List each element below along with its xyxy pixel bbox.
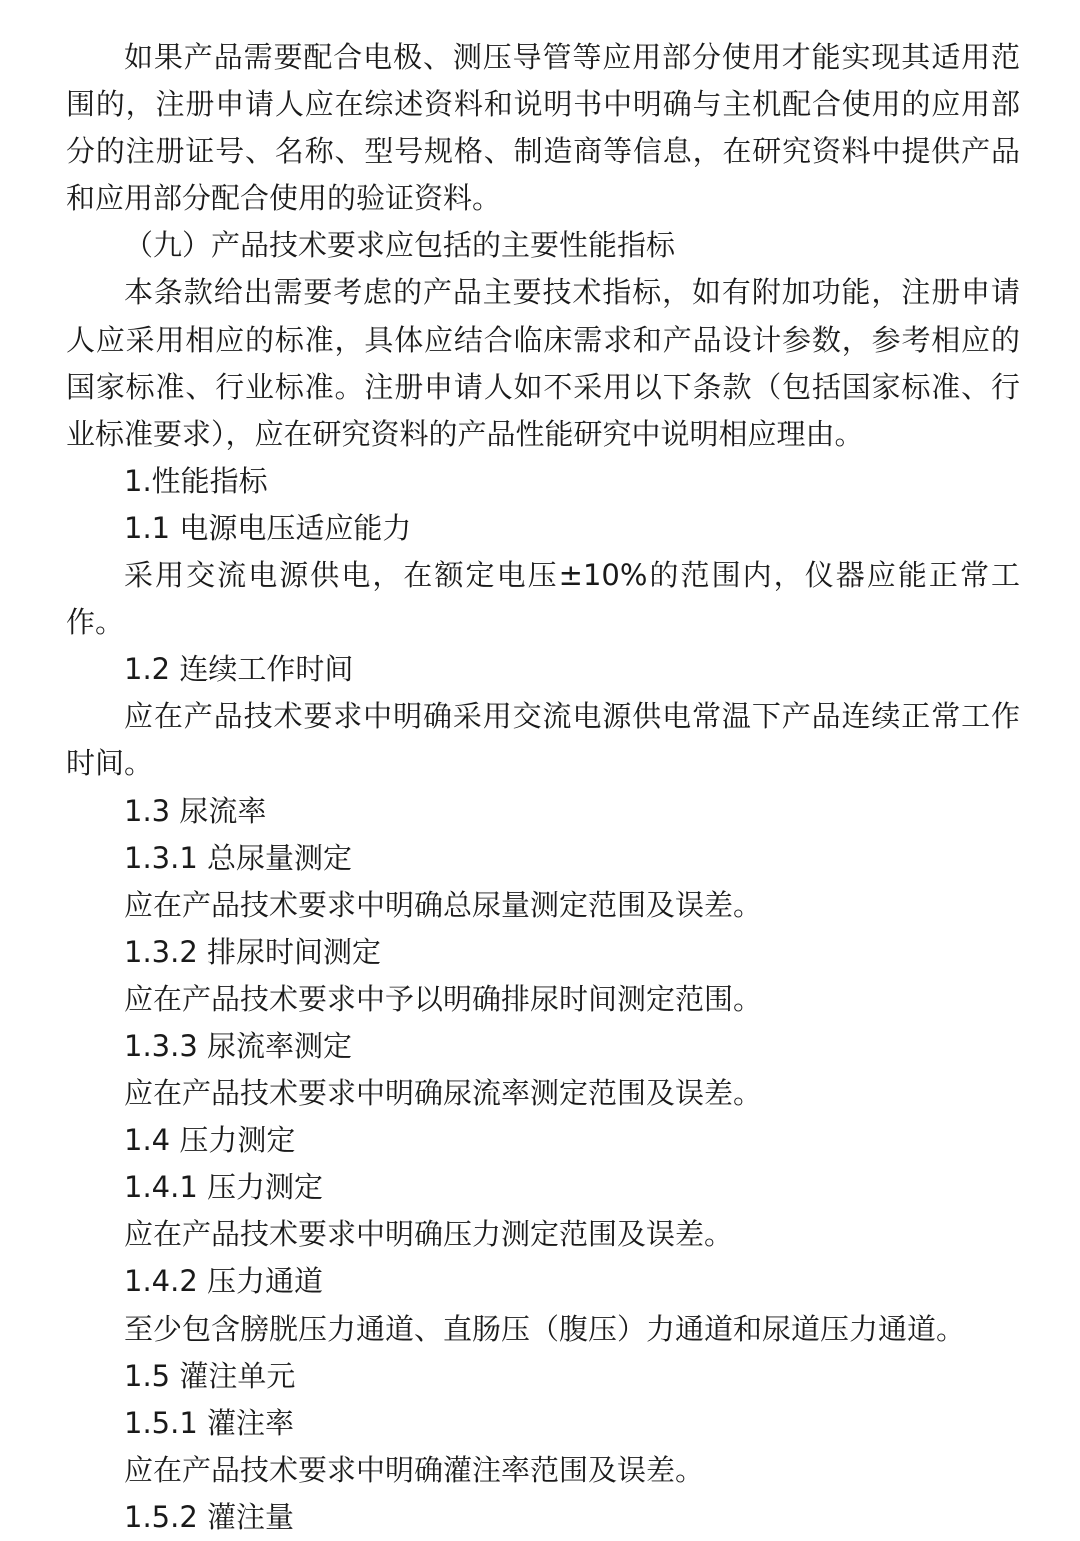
paragraph-1-3-3: 应在产品技术要求中明确尿流率测定范围及误差。 [124,1076,763,1111]
heading-1-3: 1.3 尿流率 [124,793,267,828]
heading-1-3-2: 1.3.2 排尿时间测定 [124,934,382,969]
heading-1-5-2: 1.5.2 灌注量 [124,1499,295,1534]
heading-1-1: 1.1 电源电压适应能力 [124,510,412,545]
paragraph-1-4-1: 应在产品技术要求中明确压力测定范围及误差。 [124,1217,734,1252]
section-heading-performance: （九）产品技术要求应包括的主要性能指标 [124,228,676,263]
heading-1-5-1: 1.5.1 灌注率 [124,1405,295,1440]
paragraph-1-2: 应在产品技术要求中明确采用交流电源供电常温下产品连续正常工作时间。 [66,699,1020,781]
paragraph-1-1: 采用交流电源供电，在额定电压±10%的范围内，仪器应能正常工作。 [66,558,1020,640]
heading-1-4: 1.4 压力测定 [124,1123,296,1158]
paragraph-applied-parts: 如果产品需要配合电极、测压导管等应用部分使用才能实现其适用范围的，注册申请人应在综述资料和说明书中明确与主机配合使用的应用部分的注册证号、名称、型号规格、制造商等信息，在研究资料中提供产品和应用部分配合使用的验证资料。 [66,40,1020,216]
heading-1-5: 1.5 灌注单元 [124,1358,296,1393]
paragraph-standards: 本条款给出需要考虑的产品主要技术指标，如有附加功能，注册申请人应采用相应的标准，具体应结合临床需求和产品设计参数，参考相应的国家标准、行业标准。注册申请人如不采用以下条款（包括国家标准、行业标准要求），应在研究资料的产品性能研究中说明相应理由。 [66,275,1020,451]
heading-1-4-1: 1.4.1 压力测定 [124,1170,324,1205]
document-body [66,34,1020,1541]
heading-1-3-3: 1.3.3 尿流率测定 [124,1028,353,1063]
heading-1-3-1: 1.3.1 总尿量测定 [124,840,353,875]
paragraph-1-5-1: 应在产品技术要求中明确灌注率范围及误差。 [124,1452,705,1487]
heading-1: 1.性能指标 [124,463,268,498]
heading-1-4-2: 1.4.2 压力通道 [124,1264,324,1299]
paragraph-1-4-2: 至少包含膀胱压力通道、直肠压（腹压）力通道和尿道压力通道。 [124,1311,966,1346]
paragraph-1-3-1: 应在产品技术要求中明确总尿量测定范围及误差。 [124,887,763,922]
paragraph-1-3-2: 应在产品技术要求中予以明确排尿时间测定范围。 [124,981,763,1016]
heading-1-2: 1.2 连续工作时间 [124,652,354,687]
